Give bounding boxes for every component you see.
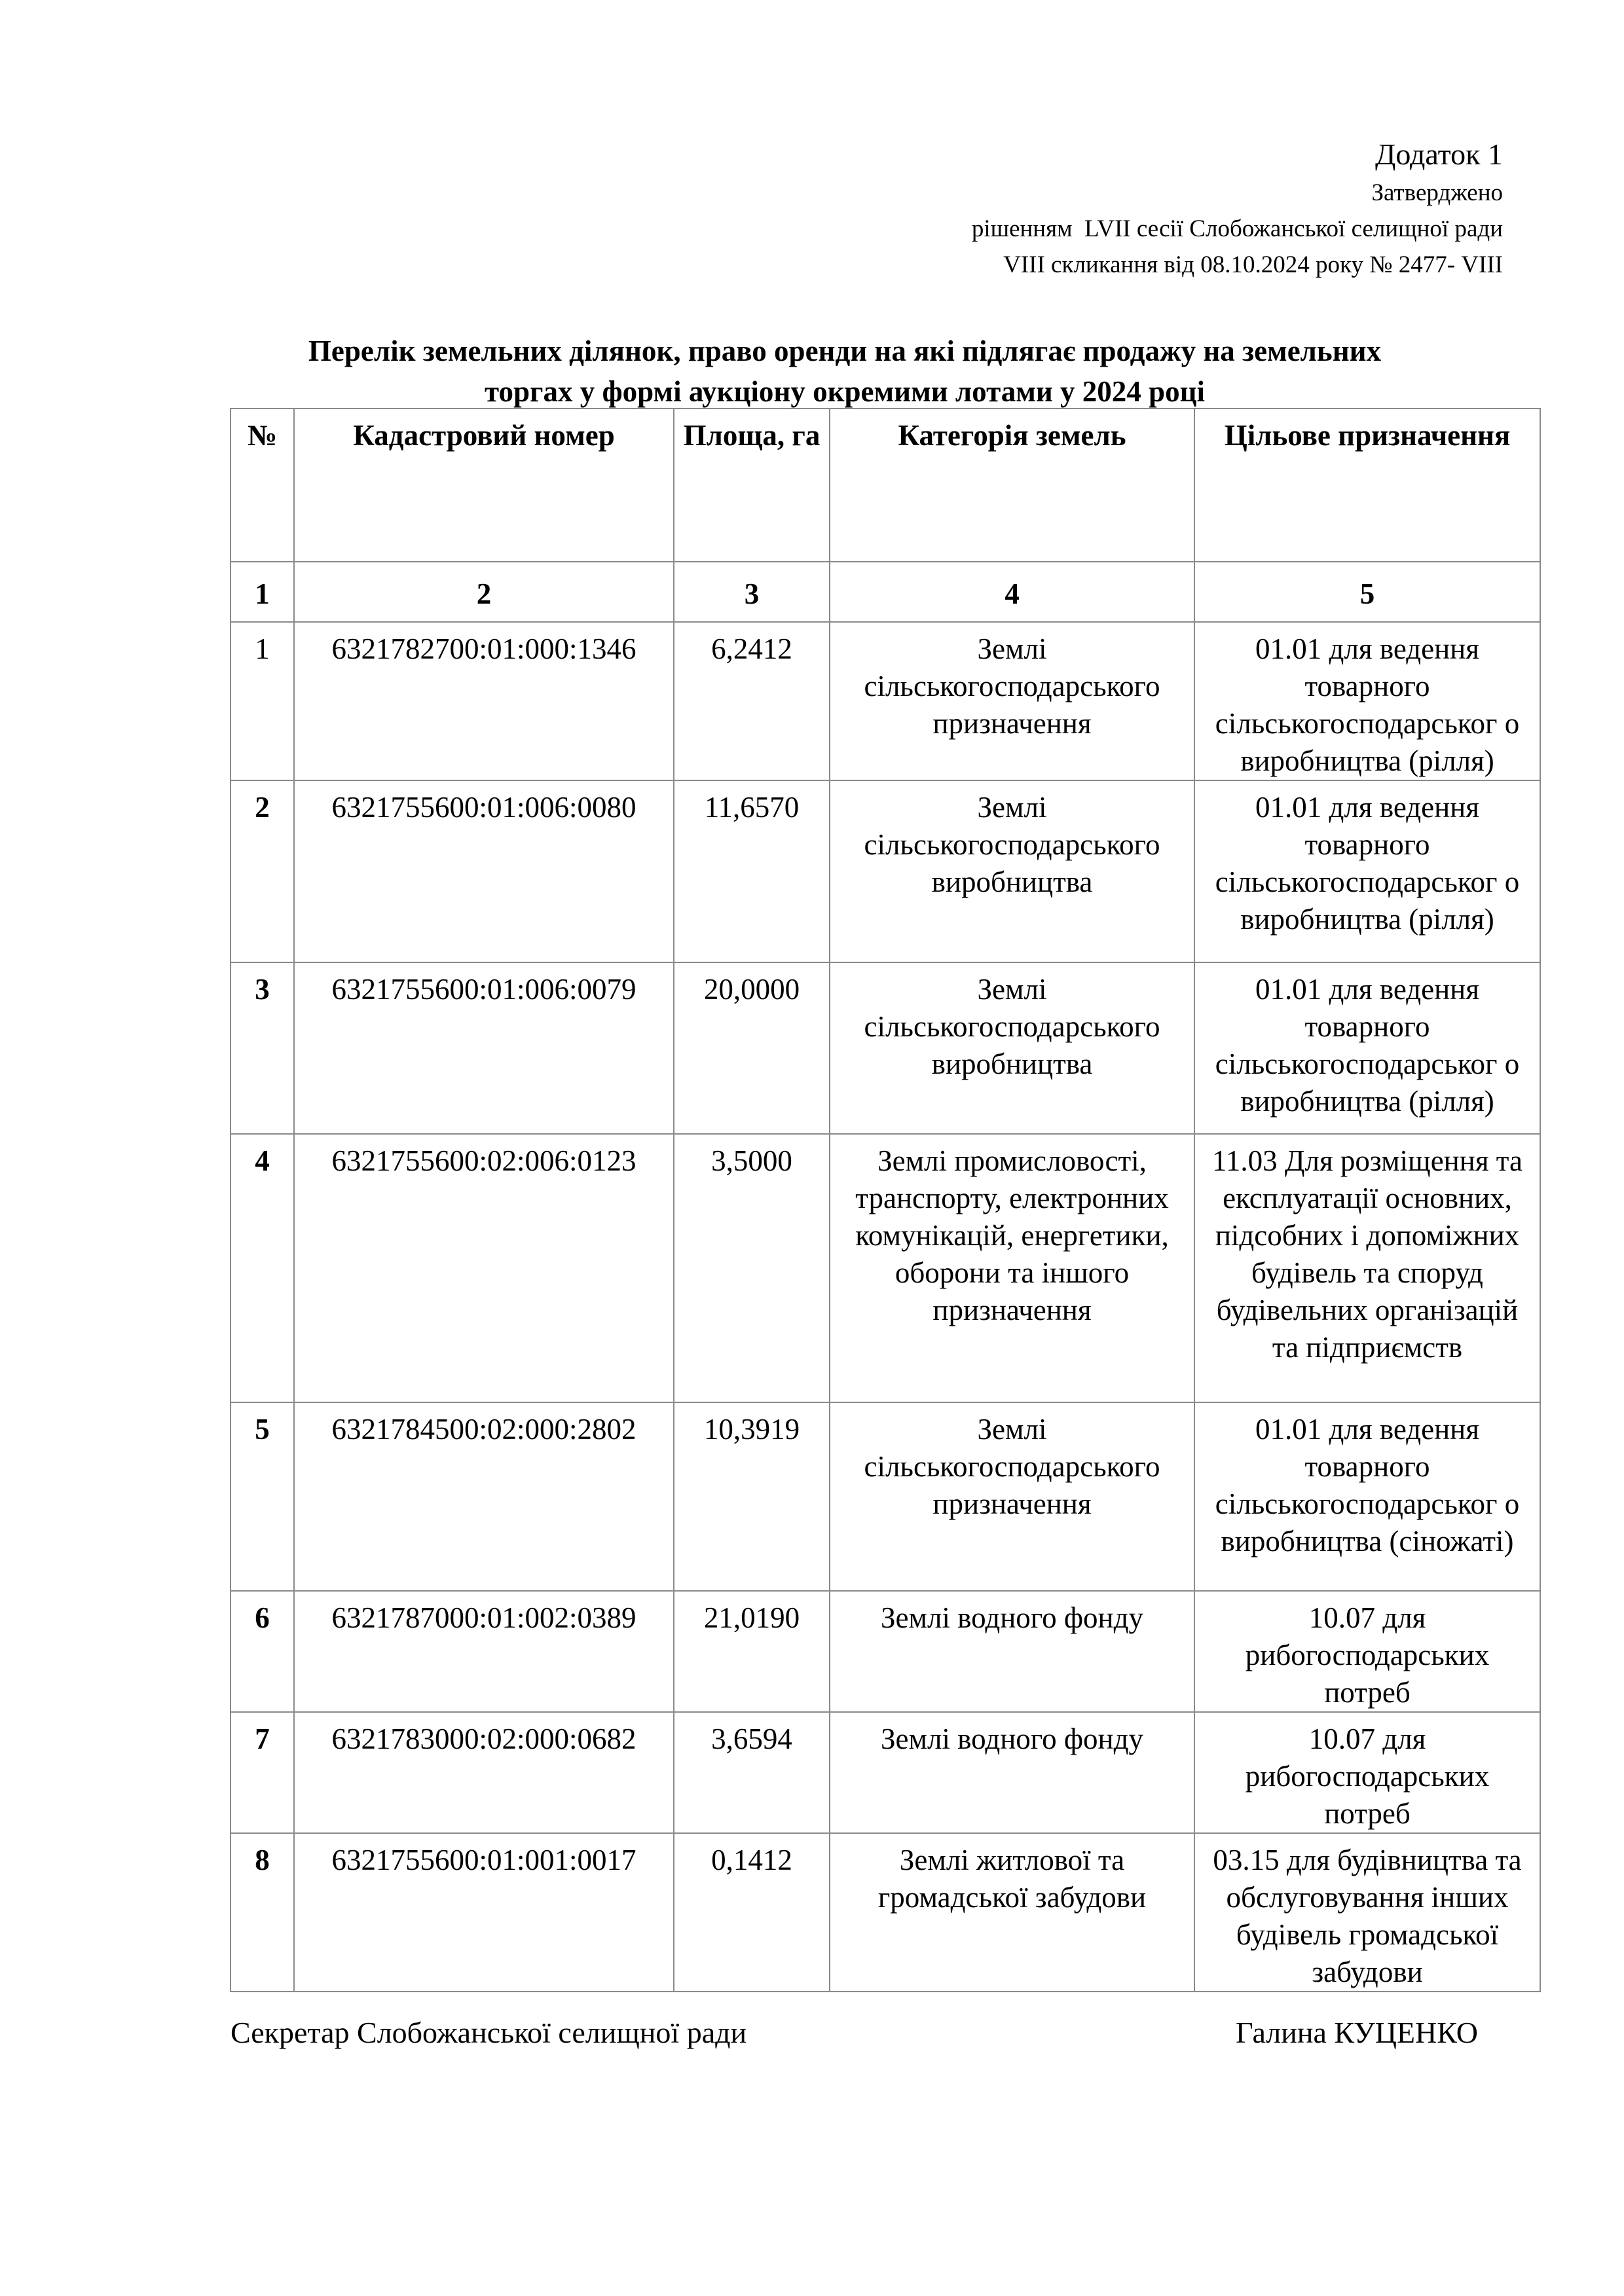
- area-value: 21,0190: [674, 1591, 830, 1712]
- table-header-row: [231, 409, 1540, 562]
- row-number: 1: [231, 622, 294, 780]
- column-number-row: [231, 562, 1540, 622]
- intended-purpose: 01.01 для ведення товарного сільськогосподарськог о виробництва (рілля): [1194, 780, 1540, 962]
- table-row: [231, 780, 1540, 962]
- row-number: 6: [231, 1591, 294, 1712]
- document-header: [972, 134, 1503, 283]
- row-number: 3: [231, 962, 294, 1134]
- signatory-name: Галина КУЦЕНКО: [1236, 2016, 1478, 2049]
- column-number: 5: [1194, 562, 1540, 622]
- cadastral-number: 6321755600:01:001:0017: [294, 1833, 674, 1992]
- intended-purpose: 01.01 для ведення товарного сільськогосподарськог о виробництва (рілля): [1194, 962, 1540, 1134]
- intended-purpose: 03.15 для будівництва та обслуговування інших будівель громадської забудови: [1194, 1833, 1540, 1992]
- row-number: 4: [231, 1134, 294, 1402]
- area-value: 0,1412: [674, 1833, 830, 1992]
- column-number: 4: [830, 562, 1194, 622]
- table-row: [231, 1134, 1540, 1402]
- area-value: 10,3919: [674, 1402, 830, 1591]
- land-category: Землі сільськогосподарського призначення: [830, 622, 1194, 780]
- approved-label: Затверджено: [1371, 179, 1503, 206]
- addendum-label: Додаток 1: [1375, 137, 1503, 171]
- land-category: Землі сільськогосподарського виробництва: [830, 962, 1194, 1134]
- land-category: Землі водного фонду: [830, 1591, 1194, 1712]
- land-plots-table: [230, 408, 1541, 1992]
- table-row: [231, 1712, 1540, 1833]
- cadastral-number: 6321783000:02:000:0682: [294, 1712, 674, 1833]
- column-number: 3: [674, 562, 830, 622]
- land-category: Землі водного фонду: [830, 1712, 1194, 1833]
- document-title: [229, 331, 1460, 412]
- cadastral-number: 6321755600:01:006:0080: [294, 780, 674, 962]
- header-purpose: Цільове призначення: [1194, 409, 1540, 562]
- convocation-line: VIII скликання від 08.10.2024 року № 2477- VIII: [1003, 251, 1503, 278]
- intended-purpose: 10.07 для рибогосподарських потреб: [1194, 1712, 1540, 1833]
- title-line-1: Перелік земельних ділянок, право оренди на які підлягає продажу на земельних: [308, 335, 1382, 367]
- row-number: 7: [231, 1712, 294, 1833]
- row-number: 2: [231, 780, 294, 962]
- area-value: 3,5000: [674, 1134, 830, 1402]
- cadastral-number: 6321782700:01:000:1346: [294, 622, 674, 780]
- table-row: [231, 1833, 1540, 1992]
- title-line-2: торгах у формі аукціону окремими лотами у 2024 році: [484, 375, 1206, 408]
- cadastral-number: 6321784500:02:000:2802: [294, 1402, 674, 1591]
- area-value: 6,2412: [674, 622, 830, 780]
- cadastral-number: 6321787000:01:002:0389: [294, 1591, 674, 1712]
- header-cadastral: Кадастровий номер: [294, 409, 674, 562]
- area-value: 20,0000: [674, 962, 830, 1134]
- cadastral-number: 6321755600:02:006:0123: [294, 1134, 674, 1402]
- column-number: 1: [231, 562, 294, 622]
- header-number: №: [231, 409, 294, 562]
- table-row: [231, 1402, 1540, 1591]
- row-number: 8: [231, 1833, 294, 1992]
- intended-purpose: 11.03 Для розміщення та експлуатації основних, підсобних і допоміжних будівель та споруд будівельних організацій та підприємств: [1194, 1134, 1540, 1402]
- column-number: 2: [294, 562, 674, 622]
- cadastral-number: 6321755600:01:006:0079: [294, 962, 674, 1134]
- table-row: [231, 962, 1540, 1134]
- intended-purpose: 01.01 для ведення товарного сільськогосподарськог о виробництва (рілля): [1194, 622, 1540, 780]
- area-value: 11,6570: [674, 780, 830, 962]
- header-area: Площа, га: [674, 409, 830, 562]
- area-value: 3,6594: [674, 1712, 830, 1833]
- land-category: Землі сільськогосподарського виробництва: [830, 780, 1194, 962]
- intended-purpose: 10.07 для рибогосподарських потреб: [1194, 1591, 1540, 1712]
- table-row: [231, 1591, 1540, 1712]
- signatory-position: Секретар Слобожанської селищної ради: [231, 2016, 747, 2049]
- decision-line: рішенням LVII сесії Слобожанської селищної ради: [971, 215, 1503, 242]
- land-category: Землі житлової та громадської забудови: [830, 1833, 1194, 1992]
- land-category: Землі сільськогосподарського призначення: [830, 1402, 1194, 1591]
- land-category: Землі промисловості, транспорту, електронних комунікацій, енергетики, оборони та іншого призначення: [830, 1134, 1194, 1402]
- table-row: [231, 622, 1540, 780]
- row-number: 5: [231, 1402, 294, 1591]
- header-category: Категорія земель: [830, 409, 1194, 562]
- intended-purpose: 01.01 для ведення товарного сільськогосподарськог о виробництва (сіножаті): [1194, 1402, 1540, 1591]
